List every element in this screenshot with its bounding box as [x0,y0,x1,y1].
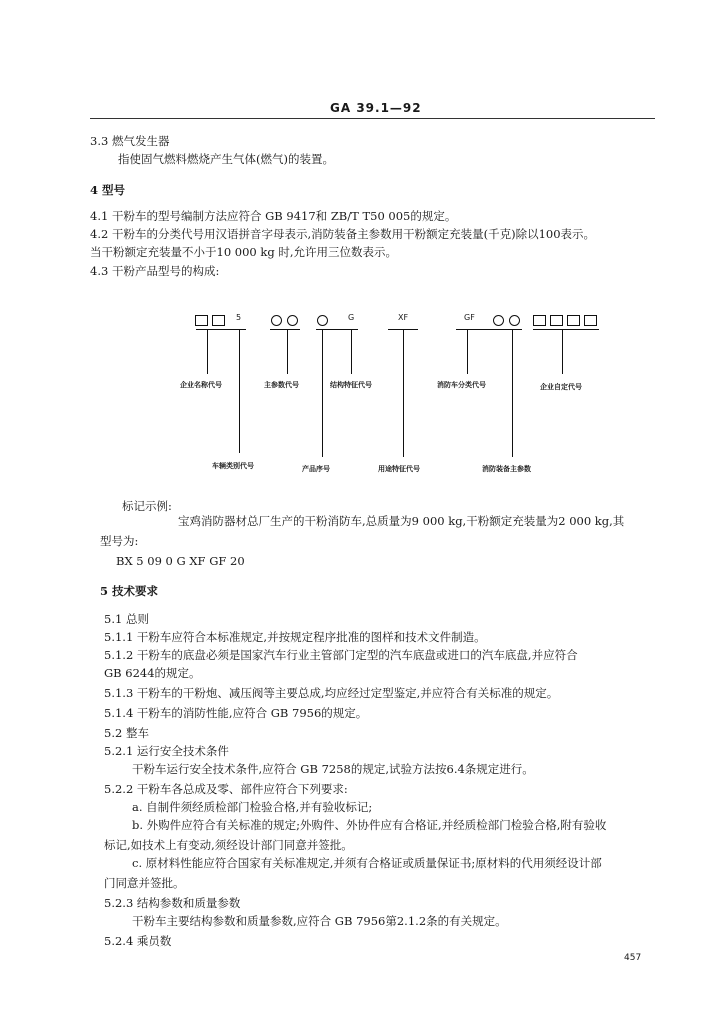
leader-line [207,329,208,374]
text-line: 4 型号 [90,183,126,197]
text-line: 5.2 整车 [104,726,149,740]
leader-line [351,329,352,374]
text-line: 4.1 干粉车的型号编制方法应符合 GB 9417和 ZB/T T50 005的规定。 [90,209,457,223]
header-rule [90,118,655,119]
text-line: 4.3 干粉产品型号的构成: [90,264,220,278]
text-line: 5.2.1 运行安全技术条件 [104,744,229,758]
label-usage-code: 用途特征代号 [378,465,420,473]
code-g: G [348,313,355,322]
text-line: GB 6244的规定。 [104,666,201,680]
text-line: 5.1.3 干粉车的干粉炮、减压阀等主要总成,均应经过定型鉴定,并应符合有关标准的规定。 [104,686,559,700]
text-line: 5 技术要求 [100,584,159,598]
placeholder-circle [271,315,282,326]
label-fire-main-param: 消防装备主参数 [482,465,531,473]
underline [533,329,599,330]
placeholder-square [212,315,225,326]
text-line: 标记,如技术上有变动,须经设计部门同意并签批。 [104,838,353,852]
text-line: a. 自制件须经质检部门检验合格,并有验收标记; [132,800,373,814]
placeholder-square [550,315,563,326]
text-line: 门同意并签批。 [104,876,185,890]
label-main-param-code: 主参数代号 [264,381,299,389]
leader-line [562,329,563,374]
text-line: BX 5 09 0 G XF GF 20 [116,554,245,568]
text-line: 干粉车主要结构参数和质量参数,应符合 GB 7956第2.1.2条的有关规定。 [132,914,507,928]
label-product-seq: 产品序号 [302,465,330,473]
text-line: 5.2.2 干粉车各总成及零、部件应符合下列要求: [104,782,348,796]
text-line: 5.1.2 干粉车的底盘必须是国家汽车行业主管部门定型的汽车底盘或进口的汽车底盘,并应符合 [104,648,578,662]
placeholder-square [533,315,546,326]
placeholder-circle [509,315,520,326]
placeholder-square [195,315,208,326]
underline [270,329,300,330]
label-fire-class-code: 消防车分类代号 [437,381,486,389]
text-line: 干粉车运行安全技术条件,应符合 GB 7258的规定,试验方法按6.4条规定进行。 [132,762,534,776]
placeholder-square [584,315,597,326]
text-line: 4.2 干粉车的分类代号用汉语拼音字母表示,消防装备主参数用干粉额定充装量(千克)除以100表示。 [90,227,596,241]
placeholder-circle [317,315,328,326]
leader-line [239,329,240,453]
text-line: 型号为: [100,534,139,548]
code-gf: GF [464,313,475,322]
placeholder-circle [493,315,504,326]
text-line: 当干粉额定充装量不小于10 000 kg 时,允许用三位数表示。 [90,245,398,259]
label-structure-code: 结构特征代号 [330,381,372,389]
model-structure-diagram [160,300,630,480]
leader-line [322,329,323,457]
placeholder-circle [287,315,298,326]
leader-line [287,329,288,374]
text-line: 指使固气燃料燃烧产生气体(燃气)的装置。 [118,152,334,166]
placeholder-square [567,315,580,326]
text-line: 5.1 总则 [104,612,149,626]
leader-line [512,329,513,457]
text-line: c. 原材料性能应符合国家有关标准规定,并须有合格证或质量保证书;原材料的代用须经设计部 [132,856,602,870]
page-number: 457 [624,953,642,963]
text-line: b. 外购件应符合有关标准的规定;外购件、外协件应有合格证,并经质检部门检验合格,附有验收 [132,818,607,832]
text-line: 5.1.4 干粉车的消防性能,应符合 GB 7956的规定。 [104,706,368,720]
leader-line [467,329,468,374]
label-vehicle-class-code: 车辆类别代号 [212,462,254,470]
text-line: 标记示例: [122,499,172,513]
label-enterprise-custom-code: 企业自定代号 [540,383,582,391]
label-enterprise-code: 企业名称代号 [180,381,222,389]
standard-number: GA 39.1—92 [330,101,422,115]
text-line: 5.1.1 干粉车应符合本标准规定,并按规定程序批准的图样和技术文件制造。 [104,630,486,644]
text-line: 5.2.3 结构参数和质量参数 [104,896,241,910]
text-line: 3.3 燃气发生器 [90,134,170,148]
code-5: 5 [236,313,242,322]
code-xf: XF [398,313,409,322]
leader-line [403,329,404,457]
text-line: 宝鸡消防器材总厂生产的干粉消防车,总质量为9 000 kg,干粉额定充装量为2 000 kg,其 [178,514,625,528]
text-line: 5.2.4 乘员数 [104,934,172,948]
